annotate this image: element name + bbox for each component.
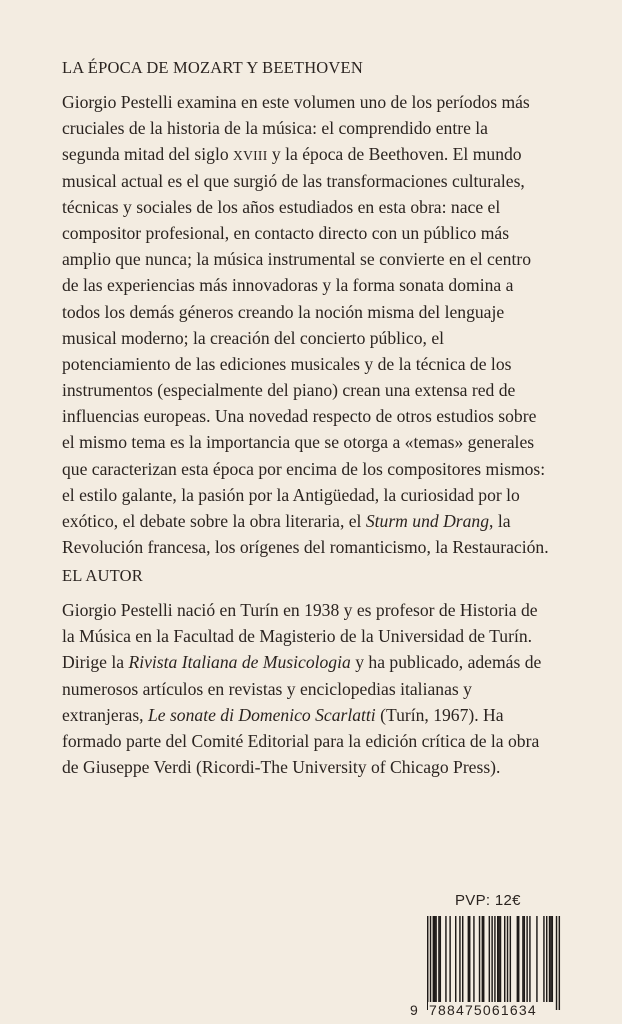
barcode-bar — [430, 916, 431, 1010]
text-line: el estilo galante, la pasión por la Antigüedad, la curiosidad por lo — [62, 484, 520, 505]
text-line: extranjeras, Le sonate di Domenico Scarlatti (Turín, 1967). Ha — [62, 704, 504, 725]
barcode-bar — [459, 916, 460, 1002]
barcode-bar — [440, 916, 441, 1002]
text-line: técnicas y sociales de los años estudiados en esta obra: nace el — [62, 196, 501, 217]
barcode-bar — [507, 916, 508, 1002]
barcode-bar — [510, 916, 511, 1002]
barcode-bar — [546, 916, 547, 1002]
italic-title: Le sonate di Domenico Scarlatti — [147, 704, 376, 725]
barcode-bar — [468, 916, 469, 1002]
barcode-bar — [550, 916, 551, 1002]
barcode-bar — [438, 916, 439, 1002]
barcode-bar — [435, 916, 436, 1002]
text-line: que caracterizan esta época por encima de los compositores mismos: — [62, 458, 546, 479]
italic-title: Sturm und Drang — [365, 511, 490, 531]
barcode-bar — [518, 916, 519, 1002]
barcode-bar — [455, 916, 456, 1002]
text-line: formado parte del Comité Editorial para la edición crítica de la obra — [62, 730, 540, 751]
barcode-bar — [500, 916, 501, 1002]
text-line: todos los demás géneros creando la noción misma del lenguaje — [62, 301, 505, 322]
barcode-bar — [536, 916, 537, 1002]
text-line: exótico, el debate sobre la obra literaria, el Sturm und Drang, la — [62, 511, 511, 531]
barcode-bar — [504, 916, 505, 1002]
text-line: Giorgio Pestelli examina en este volumen uno de los períodos más — [62, 92, 530, 112]
isbn-first-digit: 9 — [410, 1002, 418, 1018]
isbn-digits: 788475061634 — [429, 1002, 537, 1018]
century-numeral: XVIII — [233, 148, 268, 164]
barcode-bar — [427, 916, 428, 1010]
barcode-bar — [449, 916, 450, 1002]
text-line: amplio que nunca; la música instrumental se convierte en el centro — [62, 249, 532, 270]
price-label: PVP: 12€ — [455, 892, 521, 909]
barcode-bar — [497, 916, 498, 1002]
barcode-bar — [482, 916, 483, 1002]
barcode-bar — [462, 916, 463, 1002]
barcode-bar — [522, 916, 523, 1002]
barcode-bar — [434, 916, 435, 1002]
barcode-bar — [483, 916, 484, 1002]
barcode-bar — [556, 916, 557, 1010]
section-heading-author: EL AUTOR — [62, 566, 143, 585]
italic-title: Rivista Italiana de Musicologia — [128, 652, 351, 673]
author-paragraph — [62, 597, 541, 780]
barcode-bar — [498, 916, 499, 1002]
synopsis-paragraph — [62, 89, 549, 560]
text-line: Giorgio Pestelli nació en Turín en 1938 y es profesor de Historia de — [62, 600, 538, 620]
barcode-bar — [517, 916, 518, 1002]
barcode-bar — [491, 916, 492, 1010]
barcode-bar — [473, 916, 474, 1002]
barcode-bar — [433, 916, 434, 1002]
text-line: de las experiencias más innovadoras y la forma sonata domina a — [62, 275, 514, 296]
barcode-bar — [529, 916, 530, 1002]
text-line: instrumentos (especialmente del piano) crean una extensa red de — [62, 380, 516, 401]
text-line: compositor profesional, en contacto directo con un público más — [62, 222, 510, 243]
text-line: Revolución francesa, los orígenes del romanticismo, la Restauración. — [62, 537, 549, 558]
barcode-bar — [469, 916, 470, 1002]
text-line: numerosos artículos en revistas y enciclopedias italianas y — [62, 678, 472, 699]
barcode-bar — [524, 916, 525, 1002]
barcode-bar — [559, 916, 560, 1010]
text-line: Dirige la Rivista Italiana de Musicologia y ha publicado, además de — [62, 652, 542, 673]
barcode-bar — [543, 916, 544, 1002]
text-line: potenciamiento de las ediciones musicales y de la técnica de los — [62, 353, 512, 374]
barcode-bar — [526, 916, 527, 1002]
barcode-bar — [445, 916, 446, 1002]
section-heading-epoch: LA ÉPOCA DE MOZART Y BEETHOVEN — [62, 58, 363, 77]
text-line: influencias europeas. Una novedad respecto de otros estudios sobre — [62, 406, 537, 427]
barcode-bar — [552, 916, 553, 1002]
barcode-bar — [494, 916, 495, 1010]
text-line: de Giuseppe Verdi (Ricordi-The University of Chicago Press). — [62, 757, 501, 778]
barcode-bar — [479, 916, 480, 1002]
barcode-bar — [489, 916, 490, 1002]
text-line: el mismo tema es la importancia que se otorga a «temas» generales — [62, 432, 535, 453]
barcode-bar — [549, 916, 550, 1002]
text-line: cruciales de la historia de la música: el comprendido entre la — [62, 118, 488, 139]
text-line: segunda mitad del siglo XVIII y la época de Beethoven. El mundo — [62, 144, 522, 165]
text-line: la Música en la Facultad de Magisterio de la Universidad de Turín. — [62, 626, 533, 647]
text-line: musical moderno; la creación del concierto público, el — [62, 327, 445, 348]
text-line: musical actual es el que surgió de las transformaciones culturales, — [62, 170, 525, 191]
